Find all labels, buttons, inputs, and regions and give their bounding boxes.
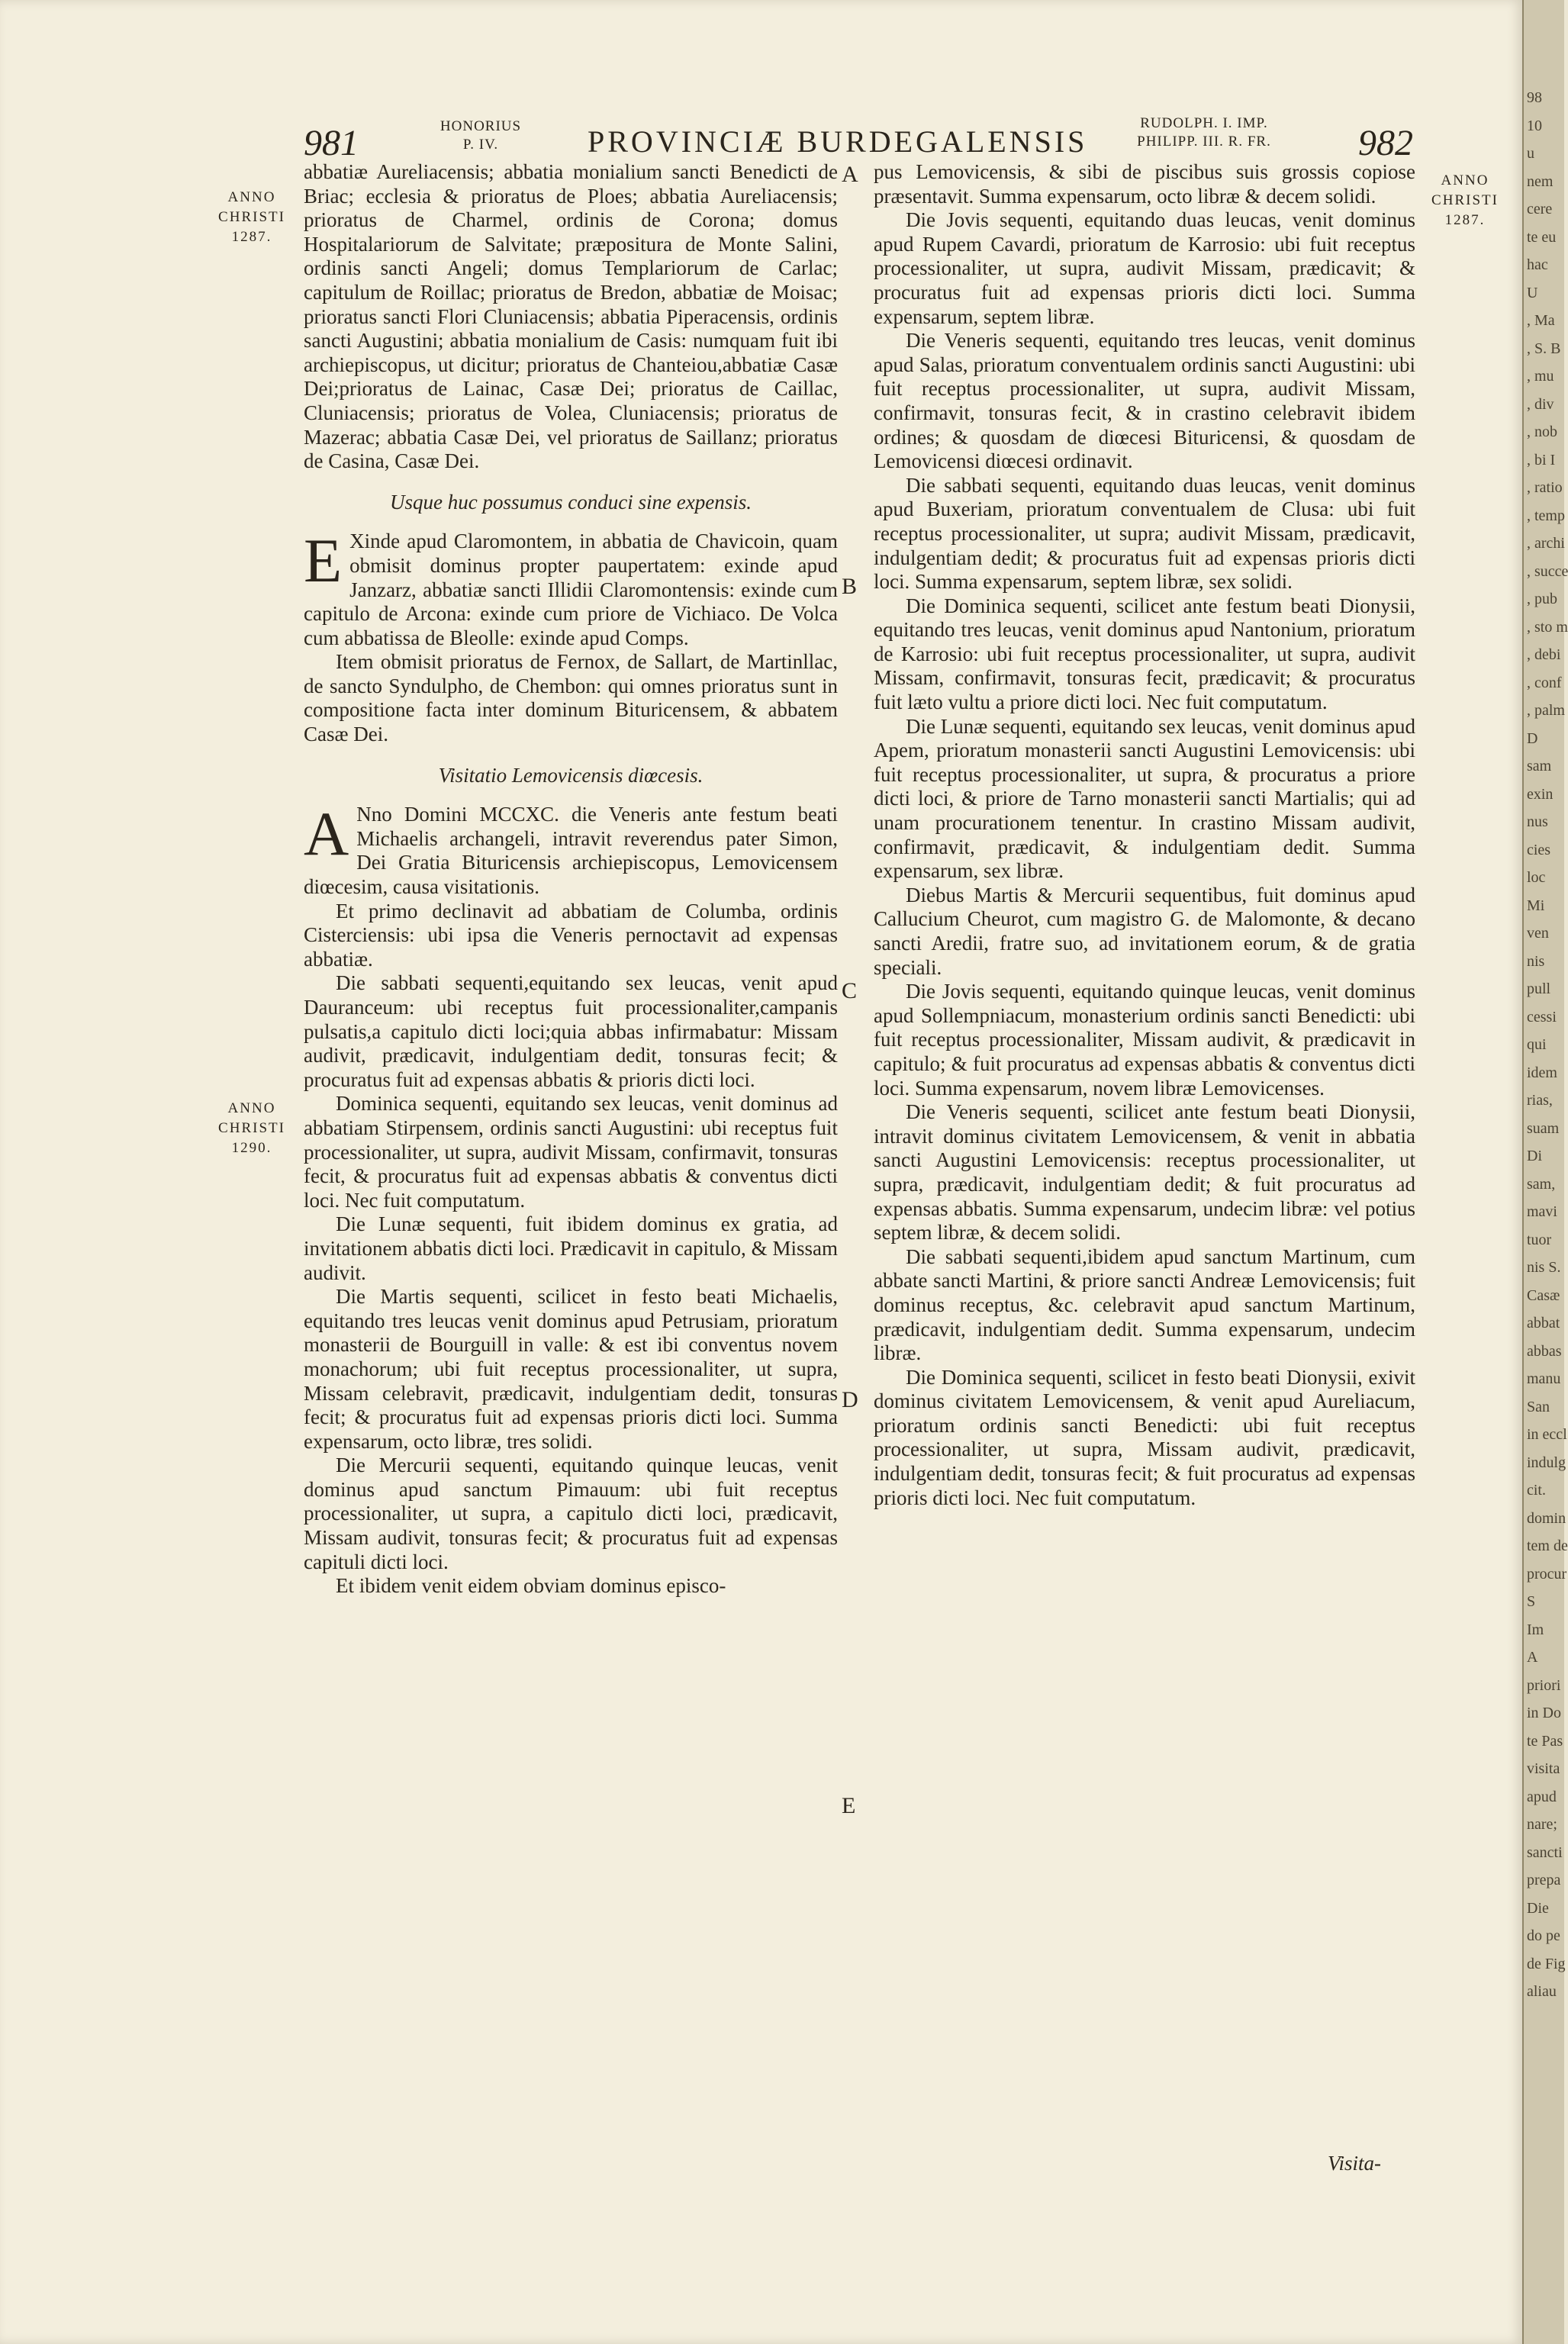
edge-fragment: cies	[1527, 841, 1551, 858]
intro-paragraph: abbatiæ Aureliacensis; abbatia monialium sancti Benedicti de Briac; ecclesia & prioratus de Ploes; abbatia Aureliacensis; prioratus de Charmel, ordinis de Corona; domus Hospitalariorum de Salvitate; præpositura de Monte Salini, ordinis sancti Angeli; domus Templariorum de Carlac; capitulum de Roillac; prioratus de Bredon, abbatiæ de Moisac; prioratus sancti Flori Cluniacensis; abbatia Piperacensis, ordinis sancti Augustini; abbatia monialium de Casis: numquam fuit ibi archiepiscopus, ut dicitur; prioratus de Chanteiou,abbatiæ Casæ Dei;prioratus de Lainac, Casæ Dei; prioratus de Caillac, Cluniacensis; prioratus de Volea, Cluniacensis; prioratus de Mazerac; abbatia Casæ Dei, vel prioratus de Saillanz; prioratus de Casina, Casæ Dei.	[304, 160, 838, 473]
edge-fragment: , pub	[1527, 591, 1557, 607]
edge-fragment: hac	[1527, 256, 1548, 273]
page-title: PROVINCIÆ BURDEGALENSIS	[588, 124, 1088, 159]
paragraph: Die Dominica sequenti, scilicet ante festum beati Dionysii, equitando tres leucas, venit dominus apud Nantonium, prioratum de Karrosio: ubi fuit receptus processionaliter, ut supra, audivit Missam, confirmavit, tonsuras fecit, prædicavit; & procuratus fuit læto vultu a priore dicti loci. Nec fuit computatum.	[874, 594, 1415, 714]
section-letter-c: C	[842, 978, 858, 1003]
edge-fragment: San	[1527, 1398, 1550, 1415]
paragraph: Die Martis sequenti, scilicet in festo beati Michaelis, equitando tres leucas venit dominus apud Petrusiam, prioratum monasterii de Bourguill in valle: & est ibi conventus novem monachorum; ubi fuit receptus processionaliter, ut supra, Missam celebravit, prædicavit, indulgentiam dedit, tonsuras fecit; & procuratus fuit ad expensas prioris dicti loci. Summa expensarum, octo libræ, tres solidi.	[304, 1285, 838, 1453]
edge-fragment: , ratio	[1527, 479, 1563, 496]
edge-fragment: Di	[1527, 1148, 1542, 1164]
margin-christi-word: CHRISTI	[218, 1120, 285, 1136]
section-heading-expenses: Usque huc possumus conduci sine expensis.	[390, 490, 752, 514]
margin-anno-word: ANNO	[1441, 172, 1489, 188]
page-number-left: 981	[304, 123, 359, 163]
edge-fragment: priori	[1527, 1676, 1561, 1694]
paragraph: Die sabbati sequenti,equitando sex leucas, venit apud Dauranceum: ubi receptus fuit processionaliter,campanis pulsatis,a capitulo dicti loci;quia abbas infirmabatur: Missam audivit, prædicavit, indulgentiam dedit, tonsuras fecit; & procuratus fuit ad expensas abbatis & prioris dicti loci.	[304, 971, 838, 1091]
edge-fragment: procur	[1527, 1565, 1567, 1583]
edge-fragment: qui	[1527, 1036, 1547, 1053]
ruler-king: PHILIPP. III. R. FR.	[1137, 134, 1271, 150]
edge-fragment: ven	[1527, 925, 1549, 942]
edge-fragment: cit.	[1527, 1482, 1546, 1499]
edge-fragment: nem	[1527, 172, 1554, 190]
paragraph: Et primo declinavit ad abbatiam de Columba, ordinis Cisterciensis: ubi ipsa die Veneris pernoctavit ad expensas abbatiæ.	[304, 899, 838, 971]
edge-fragment: in eccl	[1527, 1426, 1567, 1443]
margin-anno-word: ANNO	[227, 1100, 276, 1116]
edge-fragment: indulg	[1527, 1454, 1566, 1471]
paragraph: Die Mercurii sequenti, equitando quinque leucas, venit dominus apud sanctum Pimauum: ubi fuit receptus processionaliter, ut supra, a capitulo dicti loci, prædicavit, Missam audivit, tonsuras fecit; & procuratus fuit ad expensas capituli dicti loci.	[304, 1454, 838, 1573]
edge-fragment: , mu	[1527, 368, 1554, 385]
paragraph-anno-text: Nno Domini MCCXC. die Veneris ante festum beati Michaelis archangeli, intravit reverendus pater Simon, Dei Gratia Bituricensis archiepiscopus, Lemovicensem diœcesim, causa visitationis.	[304, 803, 838, 899]
section-letter-b: B	[842, 574, 858, 599]
edge-fragment: 10	[1527, 117, 1542, 134]
edge-fragment: , debi	[1527, 646, 1561, 663]
margin-year: 1287.	[1444, 212, 1486, 228]
edge-fragment: sam	[1527, 758, 1552, 774]
edge-fragment: apud	[1527, 1788, 1557, 1805]
edge-fragment: te Pas	[1527, 1732, 1563, 1750]
paragraph: Die Jovis sequenti, equitando duas leucas, venit dominus apud Rupem Cavardi, prioratum de Karrosio: ubi fuit receptus processionaliter, ut supra, audivit Missam, prædicavit; & procuratus fuit ad expensas prioris dicti loci. Summa expensarum, septem libræ.	[874, 208, 1415, 328]
paragraph-anno	[304, 799, 838, 899]
drop-cap-a: A	[304, 799, 349, 869]
adjacent-page-edge	[1522, 0, 1568, 2344]
edge-fragment: , conf	[1527, 674, 1562, 691]
edge-fragment: , temp	[1527, 507, 1565, 524]
edge-fragment: tuor	[1527, 1231, 1552, 1248]
right-column	[874, 160, 1415, 1510]
margin-anno-1287-right	[1419, 171, 1511, 230]
edge-fragment: , bi I	[1527, 451, 1556, 468]
drop-cap-e: E	[304, 526, 343, 596]
paragraph: Die Lunæ sequenti, equitando sex leucas, venit dominus apud Apem, prioratum monasterii sancti Augustini Lemovicensis: ubi fuit receptus processionaliter, ut supra, & procuratus a priore dicti loci, & priore de Tarno monasterii sancti Martialis; qui ad unam procurationem tenentur. In crastino Missam audivit, confirmavit, prædicavit, & indulgentiam dedit. Summa expensarum, sex libræ.	[874, 714, 1415, 883]
edge-fragment: abbas	[1527, 1342, 1562, 1360]
edge-fragment: nus	[1527, 813, 1548, 830]
margin-anno-1287-left	[206, 188, 298, 247]
edge-fragment: sancti	[1527, 1843, 1563, 1861]
margin-christi-word: CHRISTI	[218, 209, 285, 225]
edge-fragment: , succe	[1527, 562, 1568, 580]
paragraph-exinde	[304, 526, 838, 650]
edge-fragment: cere	[1527, 201, 1553, 217]
margin-anno-1290-left	[206, 1099, 298, 1158]
edge-fragment: idem	[1527, 1064, 1557, 1081]
paragraph: Dominica sequenti, equitando sex leucas, venit dominus ad abbatiam Stirpensem, ordinis sancti Augustini: ubi receptus fuit processionaliter, ut supra, audivit Missam, confirmavit, tonsuras fecit, & procuratus fuit ad expensas abbatis & conventus dicti loci. Nec fuit computatum.	[304, 1092, 838, 1212]
edge-fragment: in Do	[1527, 1705, 1561, 1721]
edge-fragment: abbat	[1527, 1315, 1560, 1331]
edge-fragment: te eu	[1527, 228, 1557, 246]
edge-fragment: , sto m	[1527, 618, 1568, 636]
edge-fragment: nis S.	[1527, 1259, 1561, 1276]
edge-fragment: u	[1527, 145, 1534, 162]
paragraph: Die Dominica sequenti, scilicet in festo beati Dionysii, exivit dominus civitatem Lemovicensem, & venit apud Aureliacum, prioratum ordinis sancti Benedicti: ubi fuit receptus processionaliter, ut supra, Missam audivit, prædicavit, indulgentiam dedit, tonsuras fecit; & fuit procuratus ad expensas prioris dicti loci. Nec fuit computatum.	[874, 1365, 1415, 1509]
edge-fragment: manu	[1527, 1370, 1561, 1387]
edge-fragment: S	[1527, 1593, 1536, 1610]
margin-year: 1287.	[231, 229, 272, 245]
edge-fragment: Casæ	[1527, 1286, 1560, 1304]
edge-fragment: exin	[1527, 785, 1554, 803]
edge-fragment: mavi	[1527, 1203, 1557, 1220]
margin-year: 1290.	[231, 1140, 272, 1156]
edge-fragment: domin	[1527, 1509, 1566, 1527]
edge-fragment: , div	[1527, 395, 1554, 413]
edge-fragment: , S. B	[1527, 340, 1561, 357]
edge-fragment: suam	[1527, 1119, 1560, 1137]
paragraph-continued: pus Lemovicensis, & sibi de piscibus suis grossis copiose præsentavit. Summa expensarum, octo libræ & decem solidi.	[874, 160, 1415, 208]
margin-anno-word: ANNO	[227, 189, 276, 205]
pontiff-number: P. IV.	[462, 137, 499, 153]
edge-fragment: tem de	[1527, 1537, 1568, 1554]
paragraph: Die Veneris sequenti, equitando tres leucas, venit dominus apud Salas, prioratum conventualem ordinis sancti Augustini: ubi fuit receptus processionaliter, ut supra, audivit Missam, confirmavit, tonsuras fecit, & in crastino celebravit ibidem ordines; & quosdam de diœcesi Bituricensi, & quosdam de Lemovicensi diœcesi ordinavit.	[874, 329, 1415, 473]
edge-fragment: , archi	[1527, 535, 1565, 552]
paragraph-exinde-text: Xinde apud Claromontem, in abbatia de Chavicoin, quam obmisit dominus propter paupertatem: exinde apud Janzarz, abbatiæ sancti Illidii Claromontensis: exinde cum capitulo de Arcona: exinde cum priore de Vichiaco. De Volca cum abbatissa de Bleolle: exinde apud Comps.	[304, 530, 838, 649]
edge-fragment: nis	[1527, 952, 1545, 970]
paragraph: Die Lunæ sequenti, fuit ibidem dominus ex gratia, ad invitationem abbatis dicti loci. Prædicavit in capitulo, & Missam audivit.	[304, 1212, 838, 1284]
edge-fragment: pull	[1527, 980, 1551, 997]
paragraph: Diebus Martis & Mercurii sequentibus, fuit dominus apud Callucium Cheurot, cum magistro G. de Malomonte, & decano sancti Aredii, fratre suo, ad invitationem eorum, & de gratia speciali.	[874, 883, 1415, 979]
edge-fragment: U	[1527, 284, 1538, 301]
ruler-emperor: RUDOLPH. I. IMP.	[1140, 115, 1268, 131]
edge-fragment: Im	[1527, 1621, 1544, 1638]
section-letter-e: E	[842, 1793, 856, 1818]
edge-fragment: sam,	[1527, 1175, 1556, 1193]
edge-fragment: Die	[1527, 1899, 1549, 1917]
left-column	[304, 160, 838, 1599]
section-heading-visitatio: Visitatio Lemovicensis diœcesis.	[438, 763, 704, 787]
ruler-label	[1112, 114, 1296, 151]
edge-fragment: prepa	[1527, 1872, 1561, 1888]
paragraph: Die Veneris sequenti, scilicet ante festum beati Dionysii, intravit dominus civitatem Lemovicensem, & venit in abbatia sancti Augustini Lemovicensis: receptus processionaliter, ut supra, prædicavit, indulgentiam dedit; & fuit procuratus ad expensas abbatis. Summa expensarum, undecim libræ: vel potius septem libræ, & decem solidi.	[874, 1100, 1415, 1244]
edge-fragment: D	[1527, 729, 1538, 747]
paragraph: Et ibidem venit eidem obviam dominus episco-	[336, 1574, 726, 1598]
pontiff-label	[423, 118, 538, 154]
paragraph: Die sabbati sequenti,ibidem apud sanctum Martinum, cum abbate sancti Martini, & priore sancti Andreæ Lemovicensis; fuit dominus receptus, &c. celebravit apud sanctum Martinum, prædicavit, indulgentiam dedit. Summa expensarum, undecim libræ.	[874, 1244, 1415, 1365]
edge-fragment: aliau	[1527, 1983, 1557, 2000]
section-letter-a: A	[842, 162, 858, 187]
paragraph: Die Jovis sequenti, equitando quinque leucas, venit dominus apud Sollempniacum, monasterium ordinis sancti Benedicti: ubi fuit receptus processionaliter, Missam audivit, & prædicavit in capitulo; & fuit procuratus ad expensas abbatis & conventus dicti loci. Summa expensarum, novem libræ Lemovicenses.	[874, 980, 1415, 1100]
edge-fragment: do pe	[1527, 1927, 1560, 1944]
page-number-right: 982	[1358, 123, 1413, 163]
paragraph: Die sabbati sequenti, equitando duas leucas, venit dominus apud Buxeriam, prioratum conventualem de Clusa: ubi fuit receptus processionaliter, ut supra; audivit Missam, prædicavit, indulgentiam dedit; & procuratus fuit ad expensas prioris dicti loci. Summa expensarum, septem libræ, sex solidi.	[874, 473, 1415, 594]
edge-fragment: 98	[1527, 89, 1542, 106]
catchword: Visita-	[1328, 2152, 1381, 2175]
edge-fragment: , Ma	[1527, 312, 1555, 329]
edge-fragment: nare;	[1527, 1816, 1557, 1833]
edge-fragment: A	[1527, 1649, 1538, 1666]
paragraph-item: Item obmisit prioratus de Fernox, de Sallart, de Martinllac, de sancto Syndulpho, de Chembon: qui omnes prioratus sunt in compositione facta inter dominum Bituricensem, & abbatem Casæ Dei.	[304, 650, 838, 746]
edge-fragment: rias,	[1527, 1092, 1553, 1109]
section-letter-d: D	[842, 1387, 858, 1412]
edge-fragment: , nob	[1527, 423, 1557, 440]
edge-fragment: visita	[1527, 1760, 1560, 1777]
pontiff-name: HONORIUS	[439, 118, 522, 134]
edge-fragment: loc	[1527, 869, 1546, 886]
adjacent-page-fragments	[1527, 84, 1568, 2006]
edge-fragment: de Fig	[1527, 1955, 1566, 1972]
edge-fragment: Mi	[1527, 897, 1545, 914]
margin-christi-word: CHRISTI	[1431, 192, 1499, 208]
edge-fragment: , palm	[1527, 702, 1565, 719]
edge-fragment: cessi	[1527, 1008, 1557, 1026]
